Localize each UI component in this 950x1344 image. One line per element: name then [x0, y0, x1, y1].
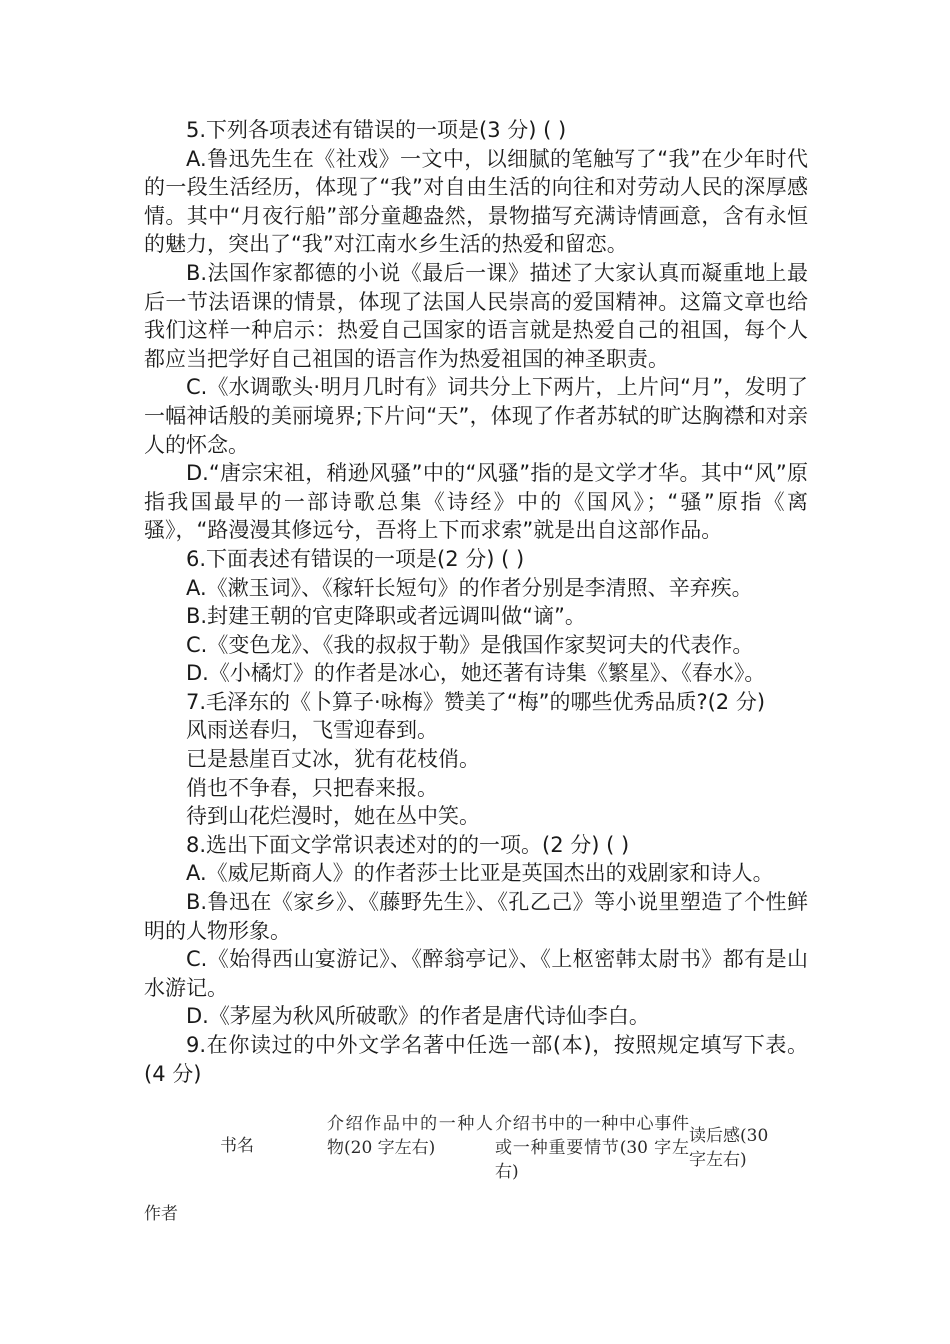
- q6-option-d: D.《小橘灯》的作者是冰心，她还著有诗集《繁星》、《春水》。: [186, 661, 766, 686]
- q8-option-d: D.《茅屋为秋风所破歌》的作者是唐代诗仙李白。: [186, 1004, 650, 1029]
- q6-option-b: B.封建王朝的官吏降职或者远调叫做“谪”。: [186, 604, 586, 629]
- table-header-book-name: 书名: [220, 1136, 254, 1156]
- q5-option-a: A.鲁迅先生在《社戏》一文中，以细腻的笔触写了“我”在少年时代的一段生活经历，体现了“我”对自由生活的向往和对劳动人民的深厚感情。其中“月夜行船”部分童趣盎然，景物描写充满诗情画意，含有永恒的魅力，突出了“我”对江南水乡生活的热爱和留恋。: [144, 146, 808, 257]
- q6-option-c: C.《变色龙》、《我的叔叔于勒》是俄国作家契诃夫的代表作。: [186, 632, 754, 657]
- poem-line: 待到山花烂漫时，她在丛中笑。: [186, 804, 480, 829]
- q8-stem: 8.选出下面文学常识表述对的的一项。(2 分) ( ): [186, 832, 630, 857]
- table-header-person: 介绍作品中的一种人物(20 字左右): [327, 1114, 493, 1158]
- q7-stem: 7.毛泽东的《卜算子·咏梅》赞美了“梅”的哪些优秀品质?(2 分): [186, 689, 766, 714]
- q8-option-c: C.《始得西山宴游记》、《醉翁亭记》、《上枢密韩太尉书》都有是山水游记。: [144, 947, 808, 1000]
- poem-line: 俏也不争春，只把春来报。: [186, 775, 438, 800]
- q5-option-c: C.《水调歌头·明月几时有》词共分上下两片，上片问“月”，发明了一幅神话般的美丽境界;下片问“天”，体现了作者苏轼的旷达胸襟和对亲人的怀念。: [144, 375, 808, 457]
- q6-option-a: A.《漱玉词》、《稼轩长短句》的作者分别是李清照、辛弃疾。: [186, 575, 753, 600]
- table-row-author: 作者: [144, 1204, 178, 1224]
- question-body: [144, 116, 808, 1088]
- table-header-event: 介绍书中的一种中心事件或一种重要情节(30 字左右): [495, 1114, 689, 1182]
- q5-option-d: D.“唐宗宋祖，稍逊风骚”中的“风骚”指的是文学才华。其中“风”原指我国最早的一部诗歌总集《诗经》中的《国风》；“骚”原指《离骚》，“路漫漫其修远兮，吾将上下而求索”就是出自这部作品。: [144, 461, 808, 543]
- poem-line: 风雨送春归，飞雪迎春到。: [186, 718, 438, 743]
- q9-stem: 9.在你读过的中外文学名著中任选一部(本)，按照规定填写下表。(4 分): [144, 1033, 808, 1086]
- q5-option-b: B.法国作家都德的小说《最后一课》描述了大家认真而凝重地上最后一节法语课的情景，体现了法国人民崇高的爱国精神。这篇文章也给我们这样一种启示：热爱自己国家的语言就是热爱自己的祖国，每个人都应当把学好自己祖国的语言作为热爱祖国的神圣职责。: [144, 260, 808, 371]
- q6-stem: 6.下面表述有错误的一项是(2 分) ( ): [186, 546, 525, 571]
- table-header-feeling: 读后感(30 字左右): [689, 1126, 769, 1170]
- q8-option-a: A.《威尼斯商人》的作者莎士比亚是英国杰出的戏剧家和诗人。: [186, 861, 774, 886]
- q5-stem: 5.下列各项表述有错误的一项是(3 分) ( ): [186, 118, 567, 142]
- q8-option-b: B.鲁迅在《家乡》、《藤野先生》、《孔乙己》等小说里塑造了个性鲜明的人物形象。: [144, 890, 808, 943]
- poem-line: 已是悬崖百丈冰，犹有花枝俏。: [186, 747, 480, 772]
